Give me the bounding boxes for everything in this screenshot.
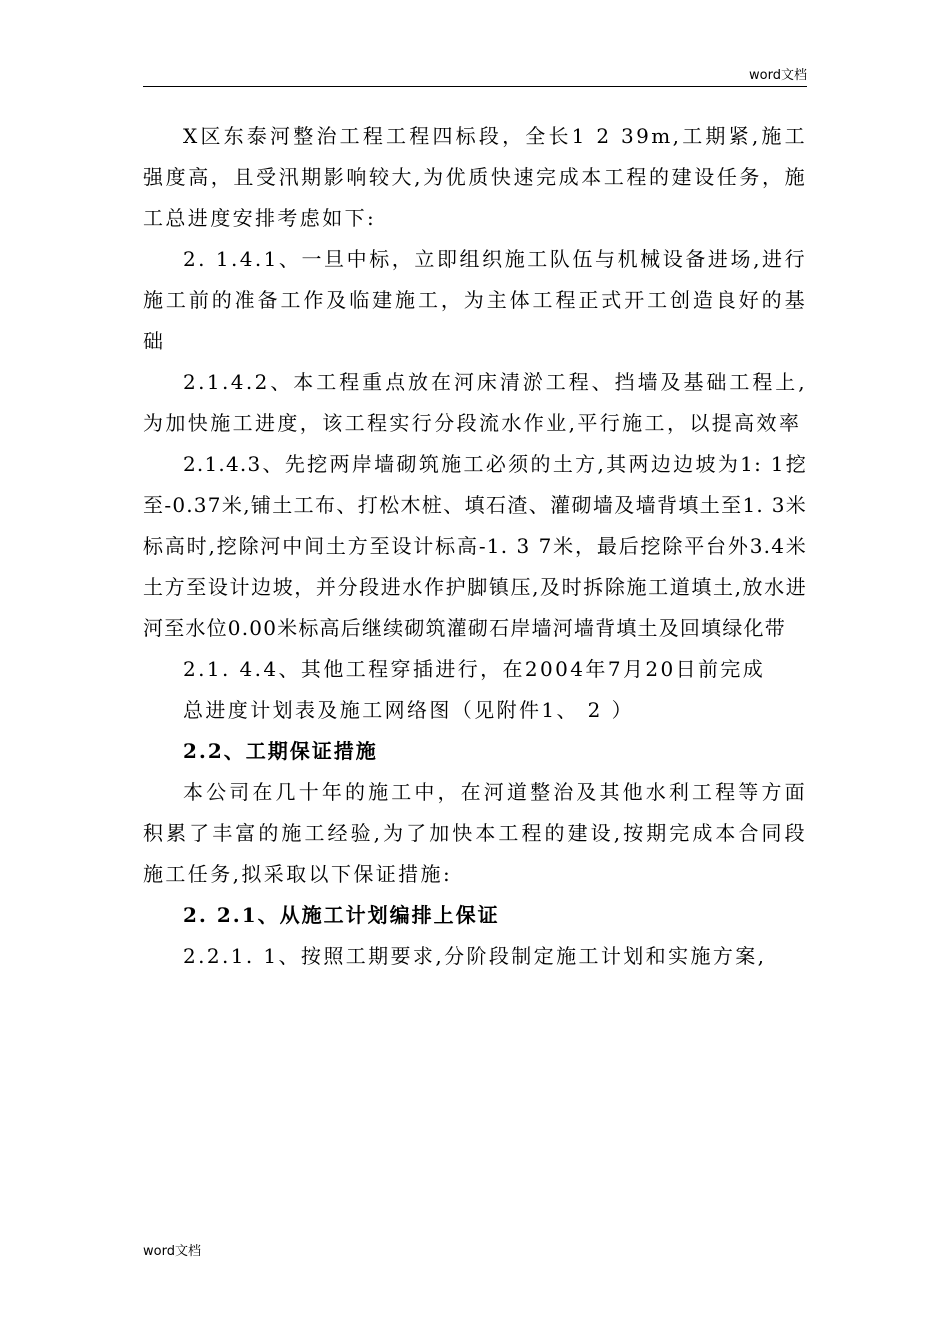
section-heading-2-2: 2.2、工期保证措施 [183, 739, 378, 763]
paragraph-company-experience: 本公司在几十年的施工中，在河道整治及其他水利工程等方面积累了丰富的施工经验,为了加快本工程的建设,按期完成本合同段施工任务,拟采取以下保证措施: [143, 780, 807, 886]
paragraph-2-2-1-1: 2.2.1. 1、按照工期要求,分阶段制定施工计划和实施方案, [183, 944, 767, 968]
paragraph-2-1-4-2: 2.1.4.2、本工程重点放在河床清淤工程、挡墙及基础工程上,为加快施工进度，该工程实行分段流水作业,平行施工，以提高效率 [143, 370, 807, 435]
document-body [143, 116, 807, 977]
section-heading-2-2-1: 2. 2.1、从施工计划编排上保证 [183, 903, 500, 927]
page-header: word文档 [749, 68, 807, 83]
paragraph-2-1-4-1: 2. 1.4.1、一旦中标，立即组织施工队伍与机械设备进场,进行施工前的准备工作及临建施工，为主体工程正式开工创造良好的基础 [143, 247, 807, 353]
page-footer: word文档 [143, 1244, 201, 1259]
paragraph-schedule-reference: 总进度计划表及施工网络图（见附件1、 2 ） [183, 698, 634, 722]
header-divider [143, 86, 807, 87]
paragraph-intro: X区东泰河整治工程工程四标段，全长1 2 39m,工期紧,施工强度高，且受汛期影响较大,为优质快速完成本工程的建设任务，施工总进度安排考虑如下: [143, 124, 807, 230]
paragraph-2-1-4-4: 2.1. 4.4、其他工程穿插进行，在2004年7月20日前完成 [183, 657, 766, 681]
paragraph-2-1-4-3: 2.1.4.3、先挖两岸墙砌筑施工必须的土方,其两边边坡为1: 1挖至-0.37米,铺土工布、打松木桩、填石渣、灌砌墙及墙背填土至1. 3米标高时,挖除河中间土方至设计标高-1. 3 7米，最后挖除平台外3.4米土方至设计边坡，并分段进水作护脚镇压,及时拆除施工道填土,放水进河至水位0.00米标高后继续砌筑灌砌石岸墙河墙背填土及回填绿化带 [143, 452, 807, 640]
